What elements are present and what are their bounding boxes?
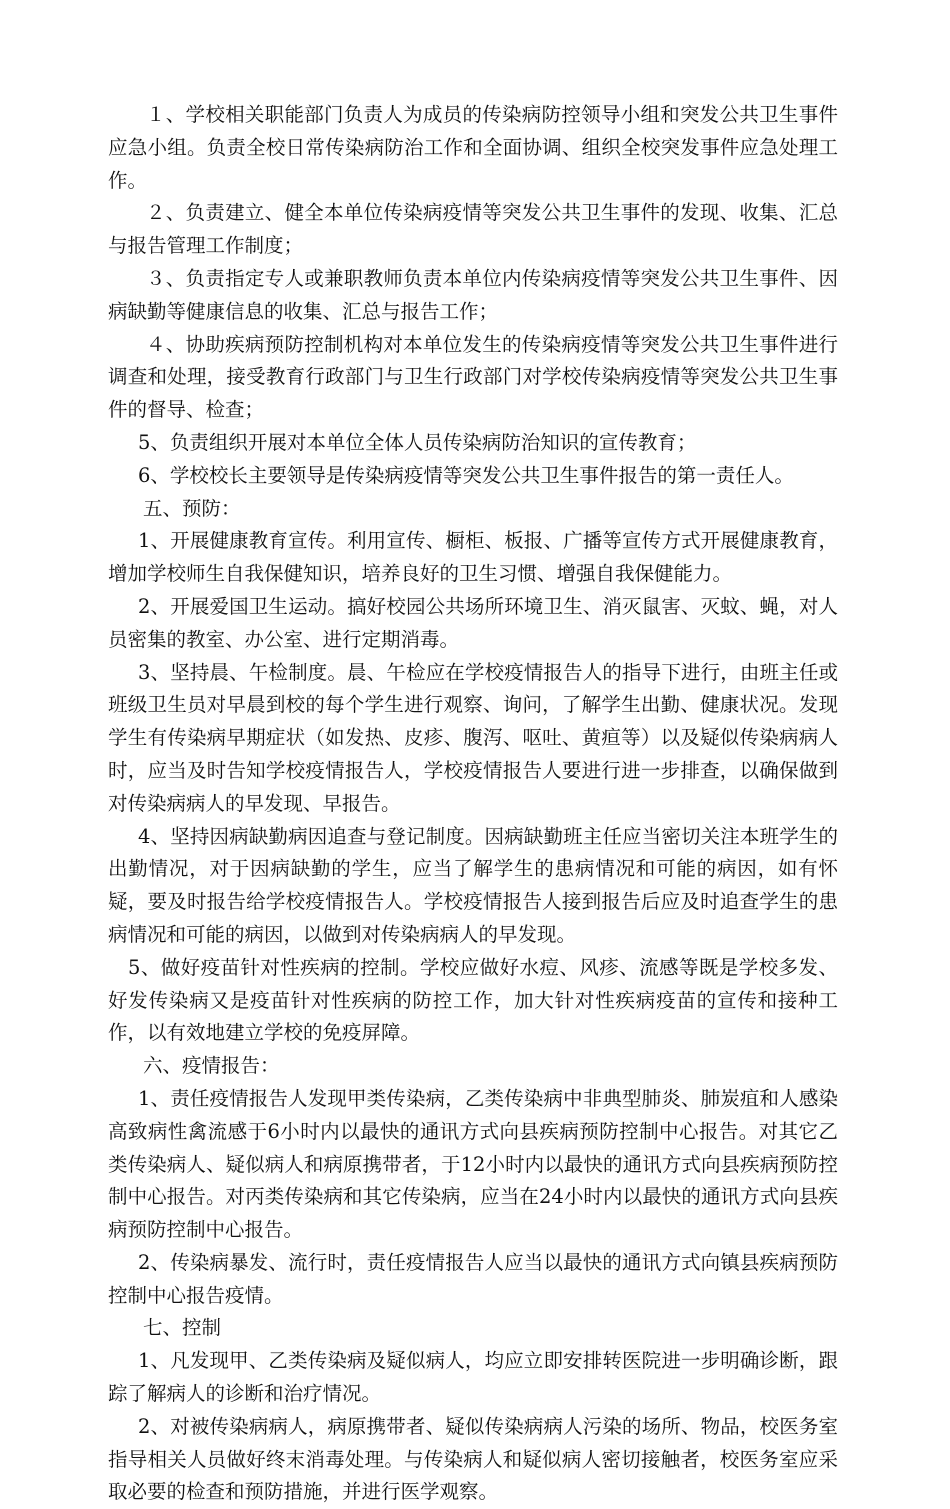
- paragraph-report-2: 2、传染病暴发、流行时，责任疫情报告人应当以最快的通讯方式向镇县疾病预防控制中心报告疫情。: [108, 1250, 838, 1307]
- paragraph-prevention-3: 3、坚持晨、午检制度。晨、午检应在学校疫情报告人的指导下进行，由班主任或班级卫生员对早晨到校的每个学生进行观察、询问，了解学生出勤、健康状况。发现学生有传染病早期症状（如发热、皮疹、腹泻、呕吐、黄疸等）以及疑似传染病病人时，应当及时告知学校疫情报告人，学校疫情报告人要进行进一步排查，以确保做到对传染病病人的早发现、早报告。: [108, 660, 838, 815]
- paragraph-prevention-1: 1、开展健康教育宣传。利用宣传、橱柜、板报、广播等宣传方式开展健康教育，增加学校师生自我保健知识，培养良好的卫生习惯、增强自我保健能力。: [108, 529, 838, 586]
- paragraph-prevention-5: 5、做好疫苗针对性疾病的控制。学校应做好水痘、风疹、流感等既是学校多发、好发传染病又是疫苗针对性疾病的防控工作，加大针对性疾病疫苗的宣传和接种工作，以有效地建立学校的免疫屏障。: [108, 955, 838, 1045]
- section-heading-epidemic-report: 六、疫情报告：: [143, 1054, 280, 1078]
- paragraph-duty-1: １、学校相关职能部门负责人为成员的传染病防控领导小组和突发公共卫生事件应急小组。负责全校日常传染病防治工作和全面协调、组织全校突发事件应急处理工作。: [108, 103, 838, 192]
- section-heading-control: 七、控制: [143, 1316, 222, 1340]
- paragraph-prevention-4: 4、坚持因病缺勤病因追查与登记制度。因病缺勤班主任应当密切关注本班学生的出勤情况，对于因病缺勤的学生，应当了解学生的患病情况和可能的病因，如有怀疑，要及时报告给学校疫情报告人。学校疫情报告人接到报告后应及时追查学生的患病情况和可能的病因，以做到对传染病病人的早发现。: [108, 824, 838, 946]
- paragraph-report-1: 1、责任疫情报告人发现甲类传染病，乙类传染病中非典型肺炎、肺炭疽和人感染高致病性禽流感于6小时内以最快的通讯方式向县疾病预防控制中心报告。对其它乙类传染病人、疑似病人和病原携带者，于12小时内以最快的通讯方式向县疾病预防控制中心报告。对丙类传染病和其它传染病，应当在24小时内以最快的通讯方式向县疾病预防控制中心报告。: [108, 1086, 838, 1242]
- paragraph-duty-3: ３、负责指定专人或兼职教师负责本单位内传染病疫情等突发公共卫生事件、因病缺勤等健康信息的收集、汇总与报告工作；: [108, 266, 838, 323]
- paragraph-control-2: 2、对被传染病病人，病原携带者、疑似传染病病人污染的场所、物品，校医务室指导相关人员做好终末消毒处理。与传染病人和疑似病人密切接触者，校医务室应采取必要的检查和预防措施，并进行医学观察。: [108, 1414, 838, 1504]
- paragraph-duty-4: ４、协助疾病预防控制机构对本单位发生的传染病疫情等突发公共卫生事件进行调查和处理，接受教育行政部门与卫生行政部门对学校传染病疫情等突发公共卫生事件的督导、检查；: [108, 332, 838, 422]
- paragraph-prevention-2: 2、开展爱国卫生运动。搞好校园公共场所环境卫生、消灭鼠害、灭蚊、蝇，对人员密集的教室、办公室、进行定期消毒。: [108, 594, 838, 651]
- paragraph-duty-5: 5、负责组织开展对本单位全体人员传染病防治知识的宣传教育；: [138, 430, 697, 454]
- section-heading-prevention: 五、预防：: [143, 496, 241, 520]
- paragraph-duty-6: 6、学校校长主要领导是传染病疫情等突发公共卫生事件报告的第一责任人。: [138, 463, 794, 487]
- paragraph-control-1: 1、凡发现甲、乙类传染病及疑似病人，均应立即安排转医院进一步明确诊断，跟踪了解病人的诊断和治疗情况。: [108, 1349, 838, 1406]
- paragraph-duty-2: ２、负责建立、健全本单位传染病疫情等突发公共卫生事件的发现、收集、汇总与报告管理工作制度；: [108, 201, 838, 258]
